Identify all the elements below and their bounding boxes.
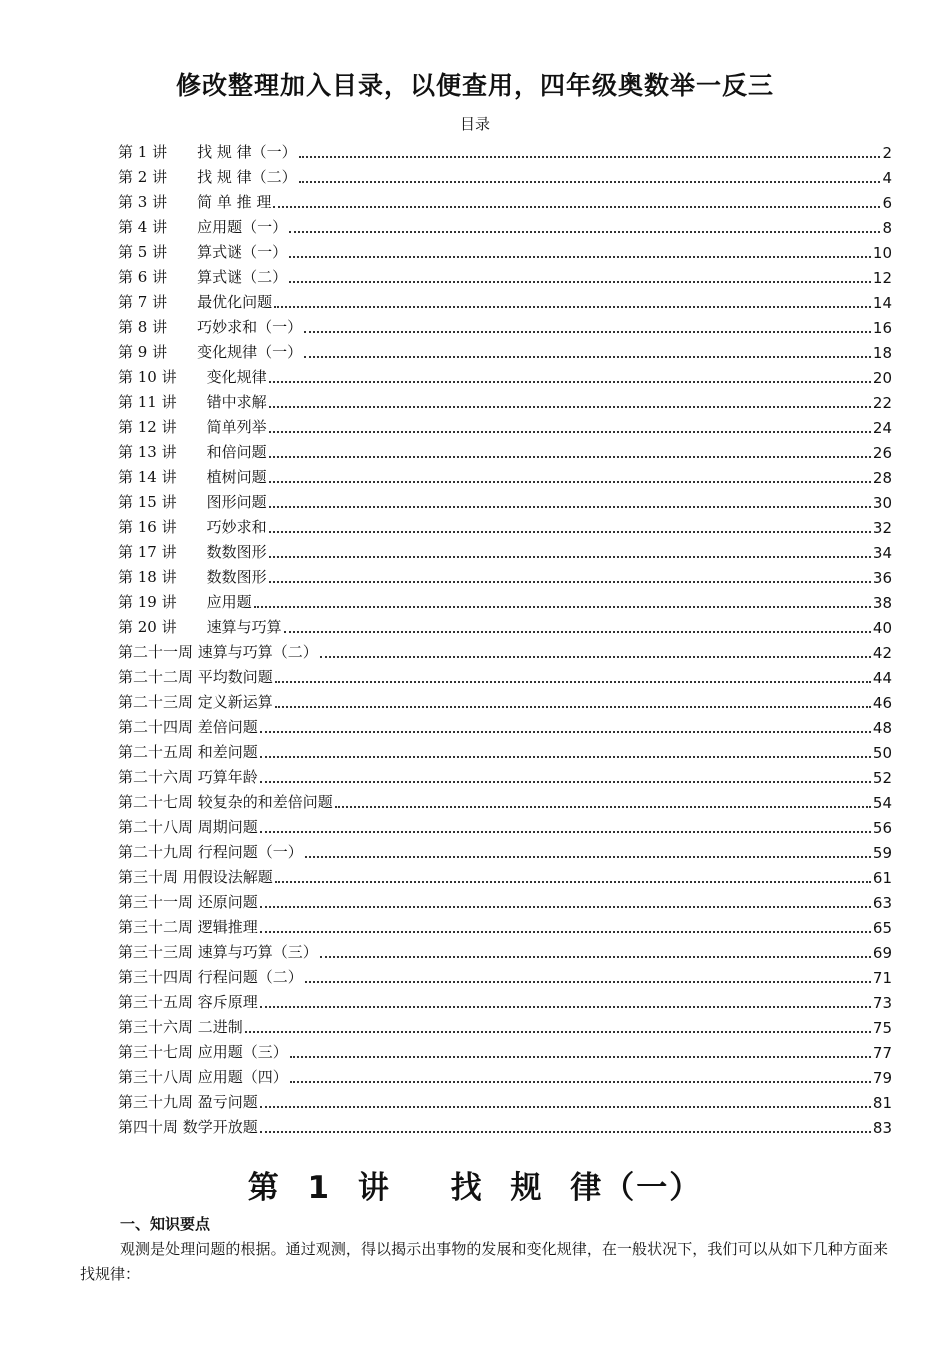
toc-entry[interactable] (118, 437, 892, 462)
toc-entry-label: 第 3 讲 简 单 推 理 (118, 193, 272, 211)
toc-entry-page-number: 56 (872, 819, 892, 837)
toc-leader-dots (269, 406, 871, 408)
toc-entry-label: 第 14 讲 植树问题 (118, 468, 267, 486)
toc-entry-page-number: 44 (872, 669, 892, 687)
toc-leader-dots (290, 1081, 871, 1083)
toc-entry[interactable] (118, 737, 892, 762)
toc-leader-dots (260, 1131, 871, 1133)
toc-entry[interactable] (118, 587, 892, 612)
toc-leader-dots (320, 656, 871, 658)
toc-entry-label: 第三十五周 容斥原理 (118, 993, 258, 1011)
toc-entry-label: 第三十八周 应用题（四） (118, 1068, 288, 1086)
toc-leader-dots (269, 531, 871, 533)
toc-entry-page-number: 81 (872, 1094, 892, 1112)
toc-entry-label: 第二十六周 巧算年龄 (118, 768, 258, 786)
toc-leader-dots (260, 1106, 871, 1108)
toc-entry-page-number: 16 (872, 319, 892, 337)
toc-entry[interactable] (118, 812, 892, 837)
toc-leader-dots (260, 906, 871, 908)
toc-entry-label: 第 19 讲 应用题 (118, 593, 252, 611)
toc-leader-dots (260, 756, 871, 758)
toc-leader-dots (284, 631, 871, 633)
toc-leader-dots (299, 156, 881, 158)
toc-leader-dots (260, 781, 871, 783)
toc-leader-dots (260, 831, 871, 833)
toc-entry-label: 第 8 讲 巧妙求和（一） (118, 318, 303, 336)
toc-heading: 目录 (459, 115, 490, 133)
toc-entry-page-number: 26 (872, 444, 892, 462)
section-heading: 一、知识要点 (120, 1215, 211, 1233)
toc-entry-label: 第三十三周 速算与巧算（三） (118, 943, 318, 961)
toc-entry-page-number: 12 (872, 269, 892, 287)
toc-entry-page-number: 6 (882, 194, 892, 212)
toc-entry-label: 第 16 讲 巧妙求和 (118, 518, 267, 536)
toc-entry-page-number: 54 (872, 794, 892, 812)
toc-entry-page-number: 36 (872, 569, 892, 587)
toc-entry[interactable] (118, 362, 892, 387)
toc-entry[interactable] (118, 787, 892, 812)
toc-entry-page-number: 34 (872, 544, 892, 562)
toc-entry[interactable] (118, 712, 892, 737)
toc-entry[interactable] (118, 1112, 892, 1137)
toc-entry-page-number: 32 (872, 519, 892, 537)
toc-entry[interactable] (118, 312, 892, 337)
toc-entry[interactable] (118, 687, 892, 712)
toc-entry[interactable] (118, 262, 892, 287)
toc-entry-label: 第 10 讲 变化规律 (118, 368, 267, 386)
toc-entry-label: 第 9 讲 变化规律（一） (118, 343, 303, 361)
toc-entry[interactable] (118, 487, 892, 512)
toc-entry-label: 第 6 讲 算式谜（二） (118, 268, 288, 286)
toc-leader-dots (274, 306, 871, 308)
toc-entry-label: 第 4 讲 应用题（一） (118, 218, 288, 236)
toc-entry[interactable] (118, 287, 892, 312)
toc-entry-label: 第 11 讲 错中求解 (118, 393, 267, 411)
toc-entry-label: 第三十九周 盈亏问题 (118, 1093, 258, 1111)
toc-entry[interactable] (118, 237, 892, 262)
toc-leader-dots (335, 806, 871, 808)
table-of-contents (118, 137, 892, 1137)
toc-entry-label: 第 15 讲 图形问题 (118, 493, 267, 511)
toc-entry-page-number: 50 (872, 744, 892, 762)
toc-entry-page-number: 14 (872, 294, 892, 312)
toc-entry-page-number: 69 (872, 944, 892, 962)
toc-entry-page-number: 71 (872, 969, 892, 987)
toc-entry[interactable] (118, 1037, 892, 1062)
toc-entry[interactable] (118, 862, 892, 887)
toc-entry-label: 第四十周 数学开放题 (118, 1118, 258, 1136)
toc-entry-page-number: 20 (872, 369, 892, 387)
toc-entry-page-number: 75 (872, 1019, 892, 1037)
toc-entry-page-number: 40 (872, 619, 892, 637)
toc-entry-page-number: 48 (872, 719, 892, 737)
toc-entry[interactable] (118, 1012, 892, 1037)
toc-entry[interactable] (118, 412, 892, 437)
toc-leader-dots (289, 231, 880, 233)
toc-leader-dots (269, 506, 871, 508)
toc-leader-dots (269, 556, 871, 558)
toc-entry-label: 第三十一周 还原问题 (118, 893, 258, 911)
toc-leader-dots (275, 881, 871, 883)
toc-entry[interactable] (118, 187, 892, 212)
toc-entry[interactable] (118, 462, 892, 487)
toc-entry-page-number: 63 (872, 894, 892, 912)
toc-entry-label: 第二十一周 速算与巧算（二） (118, 643, 318, 661)
toc-entry-page-number: 42 (872, 644, 892, 662)
toc-entry[interactable] (118, 887, 892, 912)
toc-entry-label: 第 12 讲 简单列举 (118, 418, 267, 436)
toc-entry[interactable] (118, 212, 892, 237)
document-title: 修改整理加入目录，以便查用，四年级奥数举一反三 (175, 71, 774, 100)
toc-entry-label: 第 2 讲 找 规 律（二） (118, 168, 297, 186)
toc-leader-dots (269, 381, 871, 383)
toc-entry[interactable] (118, 662, 892, 687)
toc-entry[interactable] (118, 1062, 892, 1087)
toc-entry-label: 第三十七周 应用题（三） (118, 1043, 288, 1061)
toc-leader-dots (269, 481, 871, 483)
toc-leader-dots (273, 206, 880, 208)
toc-entry-label: 第二十二周 平均数问题 (118, 668, 273, 686)
toc-entry[interactable] (118, 987, 892, 1012)
toc-entry-label: 第二十七周 较复杂的和差倍问题 (118, 793, 333, 811)
toc-entry[interactable] (118, 387, 892, 412)
toc-entry-page-number: 8 (882, 219, 892, 237)
toc-entry[interactable] (118, 337, 892, 362)
toc-entry-label: 第三十二周 逻辑推理 (118, 918, 258, 936)
toc-entry[interactable] (118, 962, 892, 987)
toc-leader-dots (290, 1056, 871, 1058)
toc-entry-page-number: 59 (872, 844, 892, 862)
toc-entry-label: 第 1 讲 找 规 律（一） (118, 143, 297, 161)
toc-entry-label: 第二十九周 行程问题（一） (118, 843, 303, 861)
toc-entry[interactable] (118, 612, 892, 637)
toc-leader-dots (260, 731, 871, 733)
toc-entry[interactable] (118, 562, 892, 587)
toc-leader-dots (304, 356, 871, 358)
toc-entry-page-number: 79 (872, 1069, 892, 1087)
toc-entry-page-number: 61 (872, 869, 892, 887)
toc-leader-dots (299, 181, 881, 183)
toc-entry-label: 第 13 讲 和倍问题 (118, 443, 267, 461)
toc-leader-dots (260, 1006, 871, 1008)
toc-entry-page-number: 46 (872, 694, 892, 712)
toc-entry-label: 第三十周 用假设法解题 (118, 868, 273, 886)
toc-entry-page-number: 4 (882, 169, 892, 187)
toc-entry-label: 第 17 讲 数数图形 (118, 543, 267, 561)
toc-leader-dots (305, 981, 871, 983)
toc-entry-label: 第二十四周 差倍问题 (118, 718, 258, 736)
toc-entry[interactable] (118, 937, 892, 962)
toc-entry-page-number: 28 (872, 469, 892, 487)
toc-entry-label: 第二十三周 定义新运算 (118, 693, 273, 711)
toc-entry-label: 第三十四周 行程问题（二） (118, 968, 303, 986)
toc-entry[interactable] (118, 637, 892, 662)
lesson-title: 第 1 讲 找 规 律（一） (247, 1170, 703, 1206)
toc-entry[interactable] (118, 537, 892, 562)
toc-entry-page-number: 22 (872, 394, 892, 412)
toc-leader-dots (260, 931, 871, 933)
toc-entry[interactable] (118, 512, 892, 537)
toc-leader-dots (269, 456, 871, 458)
toc-leader-dots (320, 956, 871, 958)
toc-entry-label: 第 7 讲 最优化问题 (118, 293, 273, 311)
toc-entry-label: 第三十六周 二进制 (118, 1018, 243, 1036)
toc-entry-page-number: 65 (872, 919, 892, 937)
toc-entry-label: 第二十八周 周期问题 (118, 818, 258, 836)
toc-entry-page-number: 18 (872, 344, 892, 362)
toc-entry-label: 第 20 讲 速算与巧算 (118, 618, 282, 636)
toc-entry[interactable] (118, 837, 892, 862)
toc-entry[interactable] (118, 912, 892, 937)
toc-entry-label: 第二十五周 和差问题 (118, 743, 258, 761)
toc-entry-page-number: 2 (882, 144, 892, 162)
toc-entry-label: 第 18 讲 数数图形 (118, 568, 267, 586)
toc-entry-label: 第 5 讲 算式谜（一） (118, 243, 288, 261)
toc-leader-dots (289, 256, 871, 258)
toc-entry-page-number: 77 (872, 1044, 892, 1062)
toc-entry-page-number: 24 (872, 419, 892, 437)
toc-leader-dots (304, 331, 871, 333)
toc-entry-page-number: 73 (872, 994, 892, 1012)
toc-entry[interactable] (118, 162, 892, 187)
toc-leader-dots (275, 681, 871, 683)
toc-entry[interactable] (118, 762, 892, 787)
toc-leader-dots (275, 706, 871, 708)
toc-entry[interactable] (118, 137, 892, 162)
toc-leader-dots (305, 856, 871, 858)
body-paragraph: 观测是处理问题的根据。通过观测，得以揭示出事物的发展和变化规律，在一般状况下，我们可以从如下几种方面来找规律： (80, 1240, 888, 1283)
toc-entry-page-number: 30 (872, 494, 892, 512)
toc-entry-page-number: 52 (872, 769, 892, 787)
toc-entry-page-number: 10 (872, 244, 892, 262)
toc-entry-page-number: 83 (872, 1119, 892, 1137)
toc-leader-dots (254, 606, 871, 608)
toc-leader-dots (269, 431, 871, 433)
toc-entry-page-number: 38 (872, 594, 892, 612)
toc-leader-dots (289, 281, 871, 283)
toc-leader-dots (269, 581, 871, 583)
toc-leader-dots (245, 1031, 871, 1033)
toc-entry[interactable] (118, 1087, 892, 1112)
